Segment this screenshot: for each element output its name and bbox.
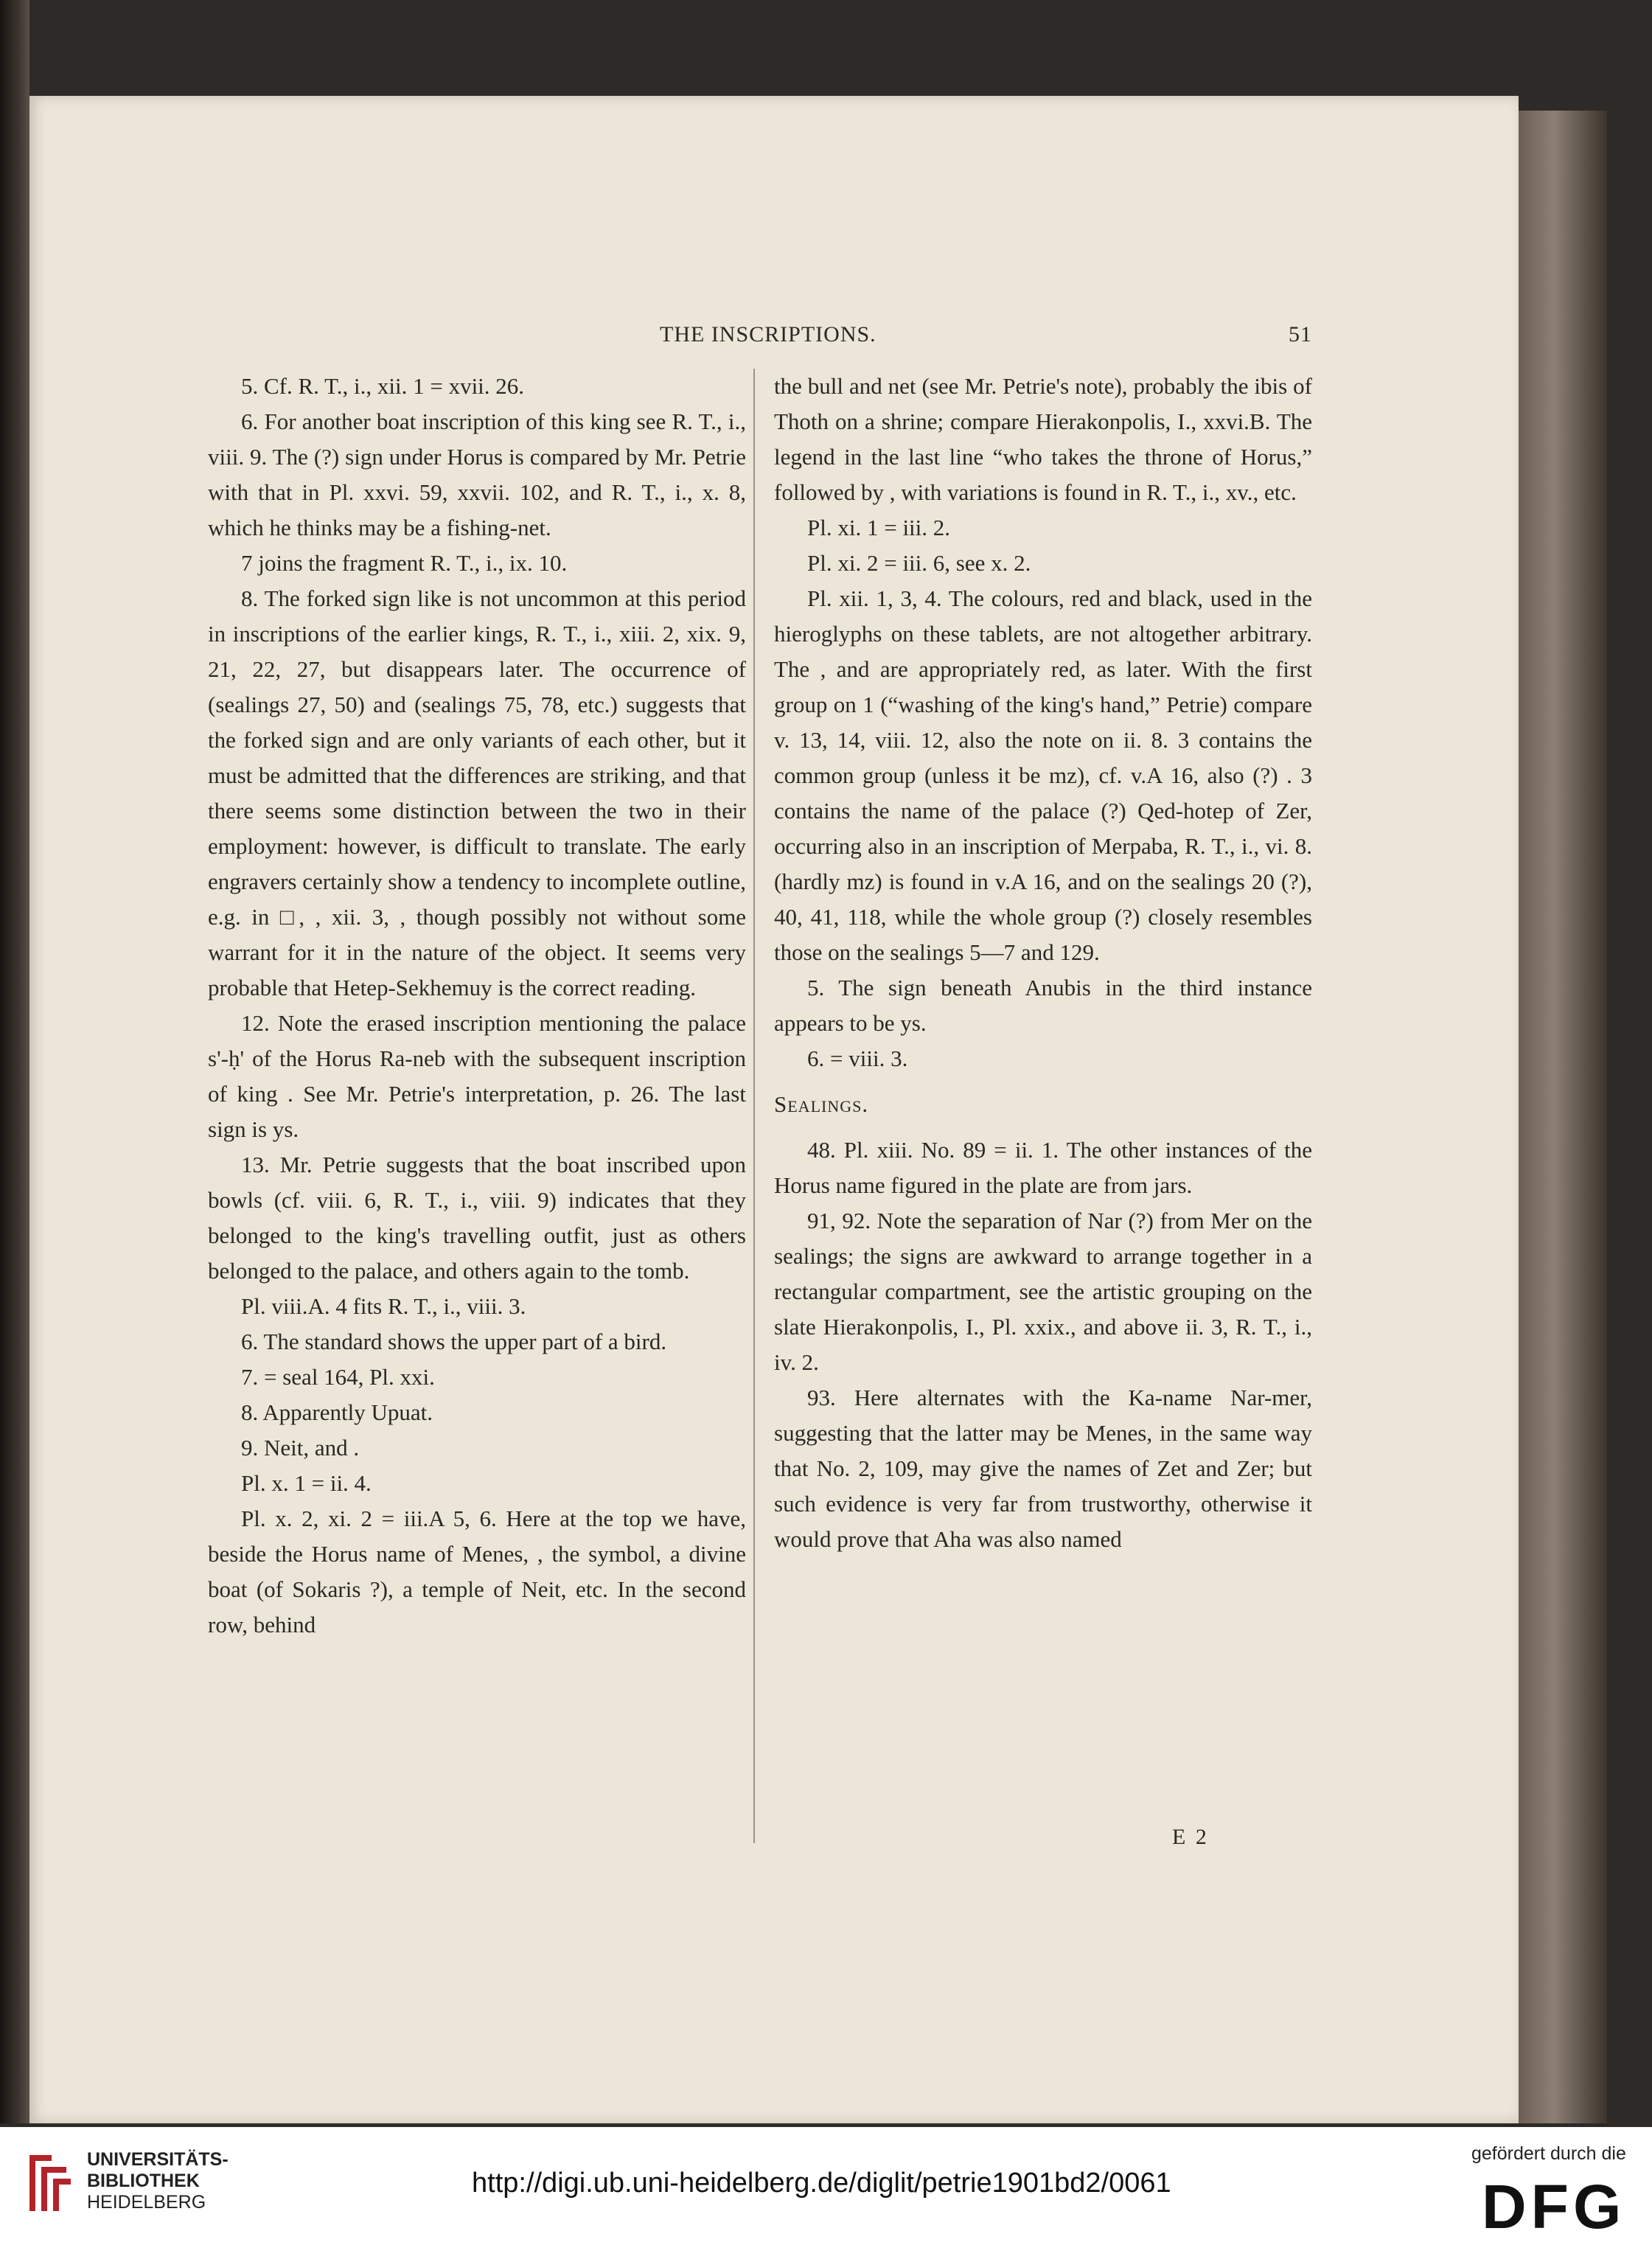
running-title: THE INSCRIPTIONS. [660,322,876,347]
paragraph: 5. The sign beneath Anubis in the third instance appears to be ys. [774,975,1312,1036]
paragraph: 48. Pl. xiii. No. 89 = ii. 1. The other instances of the Horus name figured in the plate are from jars. [774,1137,1312,1198]
signature-mark: E 2 [1172,1825,1209,1849]
dfg-logo: DFG [1482,2172,1626,2241]
paragraph: 91, 92. Note the separation of Nar (?) from Mer on the sealings; the signs are awkward to arrange together in a rectangular compartment, see the artistic grouping on the slate Hierakonpolis, I., Pl. xxix., and above ii. 3, R. T., i., iv. 2. [774,1208,1312,1375]
library-name: UNIVERSITÄTS- BIBLIOTHEK HEIDELBERG [87,2149,229,2213]
paragraph: the bull and net (see Mr. Petrie's note), probably the ibis of Thoth on a shrine; compare Hierakonpolis, I., xxvi.B. The legend in the last line “who takes the throne of Horus,” followed by , with variations is found in R. T., i., xv., etc. [774,373,1312,505]
book-cover-edge [1519,111,1607,2123]
paragraph: 7. = seal 164, Pl. xxi. [241,1364,435,1390]
paragraph: 8. The forked sign like is not uncommon at this period in inscriptions of the earlier kings, R. T., i., xiii. 2, xix. 9, 21, 22, 27, but disappears later. The occurrence of (sealings 27, 50) and (sealings 75, 78, etc.) suggests that the forked sign and are only variants of each other, but it must be admitted that the differences are striking, and that there seems some distinction between the two in their employment: however, is difficult to translate. The early engravers certainly show a tendency to incomplete outline, e.g. in □, , xii. 3, , though possibly not without some warrant for it in the nature of the object. It seems very probable that Hetep-Sekhemuy is the correct reading. [208,585,746,1000]
paragraph: 13. Mr. Petrie suggests that the boat inscribed upon bowls (cf. viii. 6, R. T., i., viii. 9) indicates that they belonged to the king's travelling outfit, just as others belonged to the palace, and others again to the tomb. [208,1152,746,1284]
book-spine [0,0,29,2123]
column-divider [753,369,755,1843]
paragraph: Pl. x. 2, xi. 2 = iii.A 5, 6. Here at the top we have, beside the Horus name of Menes, , the symbol, a divine boat (of Sokaris ?), a temple of Neit, etc. In the second row, behind [208,1506,746,1637]
paragraph: 12. Note the erased inscription mentioning the palace s'-ḥ' of the Horus Ra-neb with the subsequent inscription of king . See Mr. Petrie's interpretation, p. 26. The last sign is ys. [208,1010,746,1142]
paragraph: 6. The standard shows the upper part of a bird. [241,1329,667,1354]
paragraph: 6. = viii. 3. [807,1045,908,1071]
paragraph: Pl. viii.A. 4 fits R. T., i., viii. 3. [241,1293,526,1319]
paragraph: Pl. x. 1 = ii. 4. [241,1470,372,1496]
paragraph: 9. Neit, and . [241,1435,360,1461]
paragraph: 5. Cf. R. T., i., xii. 1 = xvii. 26. [241,373,525,399]
paragraph: 93. Here alternates with the Ka-name Nar-mer, suggesting that the latter may be Menes, in the same way that No. 2, 109, may give the names of Zet and Zer; but such evidence is very far from trustworthy, otherwise it would prove that Aha was also named [774,1385,1312,1552]
paragraph: 7 joins the fragment R. T., i., ix. 10. [241,550,568,576]
right-column [774,369,1312,1557]
paragraph: 6. For another boat inscription of this king see R. T., i., viii. 9. The (?) sign under Horus is compared by Mr. Petrie with that in Pl. xxvi. 59, xxvii. 102, and R. T., i., x. 8, which he thinks may be a fishing-net. [208,408,746,540]
funding-label: gefördert durch die [1471,2143,1626,2164]
paragraph: Pl. xii. 1, 3, 4. The colours, red and black, used in the hieroglyphs on these tablets, are not altogether arbitrary. The , and are appropriately red, as later. With the first group on 1 (“washing of the king's hand,” Petrie) compare v. 13, 14, viii. 12, also the note on ii. 8. 3 contains the common group (unless it be mz), cf. v.A 16, also (?) . 3 contains the name of the palace (?) Qed-hotep of Zer, occurring also in an inscription of Merpaba, R. T., i., vi. 8. (hardly mz) is found in v.A 16, and on the sealings 20 (?), 40, 41, 118, while the whole group (?) closely resembles those on the sealings 5—7 and 129. [774,585,1312,965]
digital-copy-link[interactable]: http://digi.ub.uni-heidelberg.de/diglit/petrie1901bd2/0061 [472,2168,1171,2199]
paragraph: 8. Apparently Upuat. [241,1399,433,1425]
university-library-logo [22,2148,74,2218]
page-number: 51 [1289,322,1312,347]
paragraph: Pl. xi. 1 = iii. 2. [807,515,951,540]
footer-bar [0,2127,1652,2245]
paragraph: Pl. xi. 2 = iii. 6, see x. 2. [807,550,1031,576]
section-heading: Sealings. [774,1091,869,1117]
left-column [208,369,746,1643]
